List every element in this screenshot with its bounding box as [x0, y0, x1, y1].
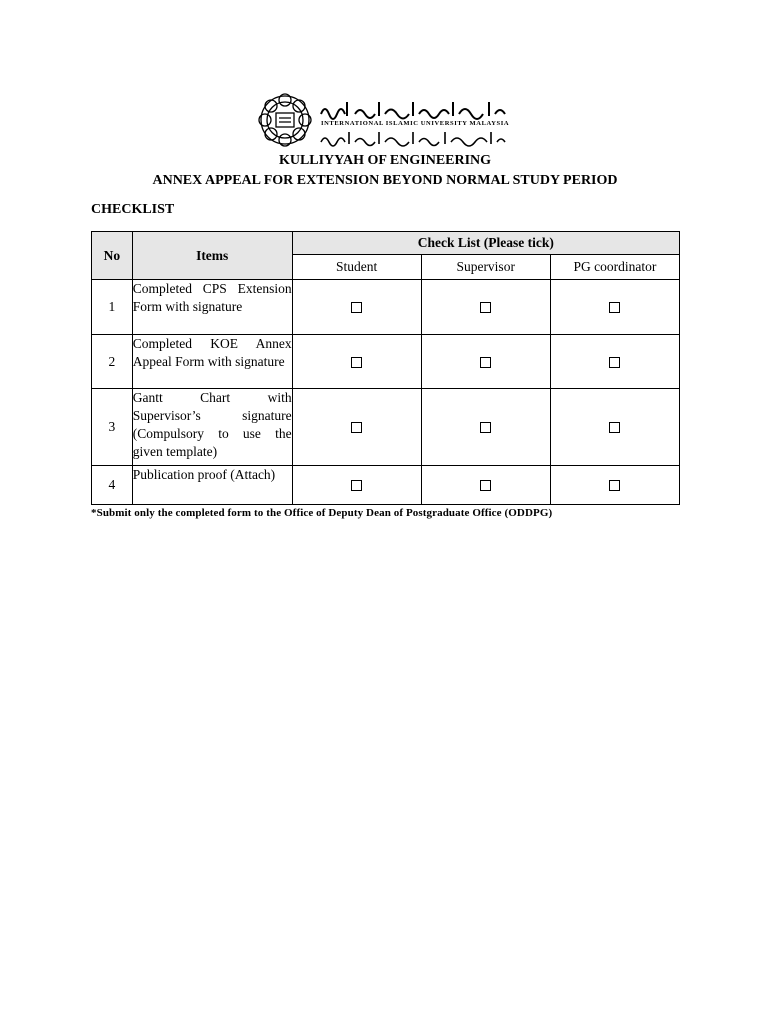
column-header-checklist: Check List (Please tick) [292, 232, 679, 255]
row-item: Gantt Chart with Supervisor’s signature (Compulsory to use the given template) [132, 389, 292, 466]
supervisor-checkbox[interactable] [480, 480, 491, 491]
student-checkbox[interactable] [351, 302, 362, 313]
supervisor-checkbox[interactable] [480, 422, 491, 433]
pg-coordinator-checkbox[interactable] [609, 357, 620, 368]
column-header-items: Items [132, 232, 292, 280]
university-name-latin: INTERNATIONAL ISLAMIC UNIVERSITY MALAYSIA [321, 120, 510, 127]
row-item: Completed KOE Annex Appeal Form with signature [132, 335, 292, 389]
column-header-student: Student [292, 255, 421, 280]
student-checkbox[interactable] [351, 357, 362, 368]
student-checkbox[interactable] [351, 422, 362, 433]
table-row [92, 335, 680, 389]
column-header-pg-coordinator: PG coordinator [550, 255, 679, 280]
supervisor-checkbox[interactable] [480, 357, 491, 368]
row-number: 1 [92, 280, 133, 335]
pg-coordinator-checkbox[interactable] [609, 302, 620, 313]
row-number: 2 [92, 335, 133, 389]
form-title: ANNEX APPEAL FOR EXTENSION BEYOND NORMAL STUDY PERIOD [152, 173, 618, 188]
faculty-title: KULLIYYAH OF ENGINEERING [278, 153, 492, 168]
emblem-icon [259, 94, 311, 146]
row-number: 4 [92, 466, 133, 505]
submission-footnote: *Submit only the completed form to the Office of Deputy Dean of Postgraduate Office (ODDPG) [91, 507, 553, 519]
pg-coordinator-checkbox[interactable] [609, 480, 620, 491]
table-row [92, 466, 680, 505]
row-item: Publication proof (Attach) [132, 466, 292, 505]
checklist-heading: CHECKLIST [91, 202, 175, 217]
row-number: 3 [92, 389, 133, 466]
arabic-script-top [321, 102, 505, 119]
column-header-no: No [92, 232, 133, 280]
column-header-supervisor: Supervisor [421, 255, 550, 280]
pg-coordinator-checkbox[interactable] [609, 422, 620, 433]
table-row [92, 280, 680, 335]
university-logo [255, 92, 515, 150]
row-item: Completed CPS Extension Form with signature [132, 280, 292, 335]
supervisor-checkbox[interactable] [480, 302, 491, 313]
checklist-table [91, 231, 680, 505]
student-checkbox[interactable] [351, 480, 362, 491]
jawi-script-bottom [321, 132, 505, 146]
table-row [92, 389, 680, 466]
